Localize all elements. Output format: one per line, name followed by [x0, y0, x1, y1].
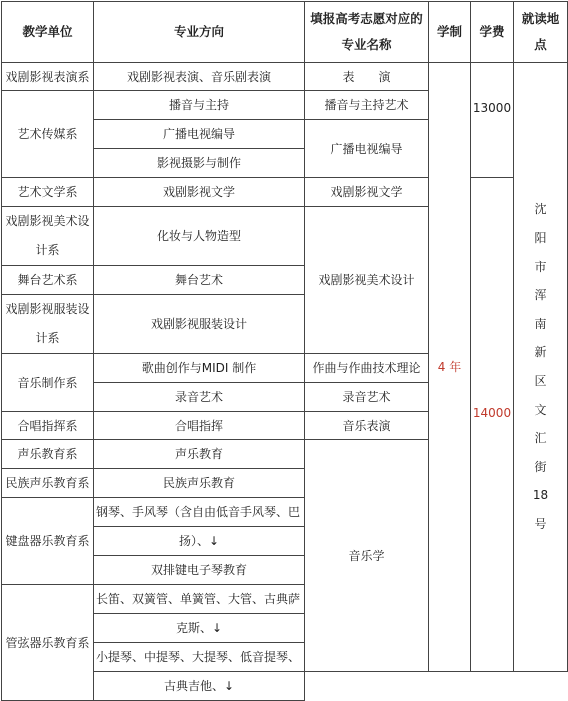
dept-cell: 合唱指挥系 [2, 412, 94, 440]
major-cell: 双排键电子琴教育 [94, 556, 305, 585]
dept-line: 计系 [35, 331, 60, 345]
location-char: 新 [534, 345, 547, 360]
table-row [2, 63, 568, 91]
header-apply-line1: 填报高考志愿对应的 [310, 11, 423, 26]
location-char: 号 [534, 516, 547, 531]
major-cell: 合唱指挥 [94, 412, 305, 440]
major-cell: 化妆与人物造型 [94, 207, 305, 266]
apply-cell: 表 演 [305, 63, 429, 91]
apply-cell: 音乐学 [305, 440, 429, 672]
location-char: 街 [534, 459, 547, 474]
table-row [2, 178, 568, 207]
header-location-line2: 点 [534, 37, 547, 52]
major-cell: 舞台艺术 [94, 266, 305, 295]
major-cell: 影视摄影与制作 [94, 149, 305, 178]
major-cell: 钢琴、手风琴（含自由低音手风琴、巴 [94, 498, 305, 527]
major-cell: 广播电视编导 [94, 120, 305, 149]
apply-cell: 作曲与作曲技术理论 [305, 354, 429, 383]
major-cell: 歌曲创作与MIDI 制作 [94, 354, 305, 383]
major-cell: 声乐教育 [94, 440, 305, 469]
dept-cell [2, 295, 94, 354]
dept-cell: 艺术文学系 [2, 178, 94, 207]
dept-cell: 键盘器乐教育系 [2, 498, 94, 585]
location-cell [514, 63, 568, 672]
dept-line: 戏剧影视服装设 [5, 302, 90, 316]
major-cell: 戏剧影视文学 [94, 178, 305, 207]
admissions-table [1, 1, 568, 701]
apply-cell: 广播电视编导 [305, 120, 429, 178]
major-cell: 戏剧影视表演、音乐剧表演 [94, 63, 305, 91]
fee-upper-value: 13000 [472, 101, 512, 115]
major-cell: 长笛、双簧管、单簧管、大管、古典萨 [94, 585, 305, 614]
location-char: 区 [534, 374, 547, 388]
header-years: 学制 [429, 2, 471, 63]
apply-cell: 戏剧影视文学 [305, 178, 429, 207]
apply-cell: 音乐表演 [305, 412, 429, 440]
dept-cell: 音乐制作系 [2, 354, 94, 412]
dept-cell [2, 207, 94, 266]
dept-cell: 管弦器乐教育系 [2, 585, 94, 701]
major-cell: 民族声乐教育 [94, 469, 305, 498]
dept-cell: 艺术传媒系 [2, 91, 94, 178]
header-apply [305, 2, 429, 63]
major-cell: 克斯、↓ [94, 614, 305, 643]
major-cell: 录音艺术 [94, 383, 305, 412]
dept-line: 计系 [35, 243, 60, 257]
location-char: 阳 [534, 231, 547, 246]
major-cell: 扬）、↓ [94, 527, 305, 556]
header-apply-line2: 专业名称 [341, 37, 392, 52]
fee-lower-value: 14000 [472, 405, 512, 420]
dept-line: 戏剧影视美术设 [5, 214, 90, 228]
fee-cell-upper [471, 63, 514, 178]
header-dept: 教学单位 [2, 2, 94, 63]
header-row [2, 2, 568, 63]
apply-cell: 录音艺术 [305, 383, 429, 412]
location-char: 18 [532, 488, 549, 503]
dept-cell: 声乐教育系 [2, 440, 94, 469]
header-location [514, 2, 568, 63]
location-char: 沈 [534, 202, 547, 217]
major-cell: 戏剧影视服装设计 [94, 295, 305, 354]
location-char: 浑 [534, 288, 547, 303]
apply-cell: 播音与主持艺术 [305, 91, 429, 120]
location-char: 市 [534, 259, 547, 274]
location-char: 文 [534, 402, 547, 417]
major-cell: 播音与主持 [94, 91, 305, 120]
major-cell: 小提琴、中提琴、大提琴、低音提琴、 [94, 643, 305, 672]
apply-cell: 戏剧影视美术设计 [305, 207, 429, 354]
years-cell: 4 年 [429, 63, 471, 672]
header-location-line1: 就读地 [521, 11, 560, 26]
dept-cell: 舞台艺术系 [2, 266, 94, 295]
dept-cell: 民族声乐教育系 [2, 469, 94, 498]
dept-cell: 戏剧影视表演系 [2, 63, 94, 91]
header-fee: 学费 [471, 2, 514, 63]
location-char: 汇 [534, 431, 547, 446]
header-major: 专业方向 [94, 2, 305, 63]
fee-cell-lower [471, 178, 514, 672]
major-cell: 古典吉他、↓ [94, 672, 305, 701]
location-char: 南 [534, 316, 547, 331]
